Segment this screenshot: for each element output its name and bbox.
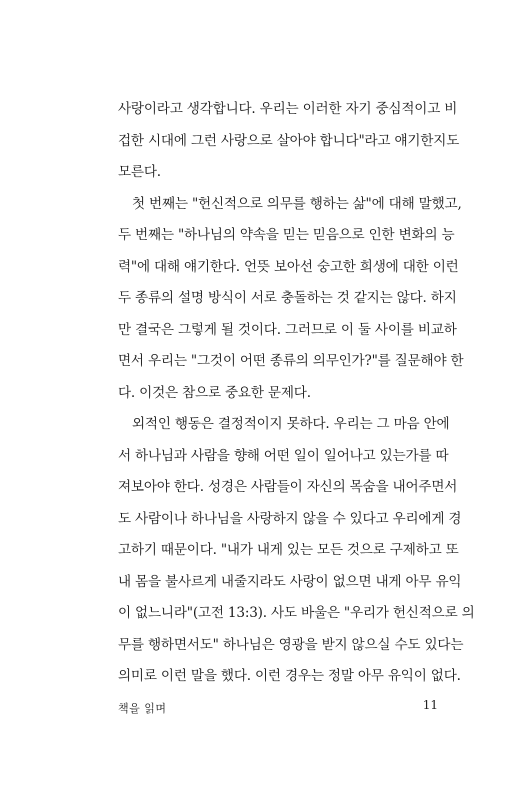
paragraph-first-line: 첫 번째는 "헌신적으로 의무를 행하는 삶"에 대해 말했고, bbox=[132, 195, 462, 212]
text-line: 의미로 이런 말을 했다. 이런 경우는 정말 아무 유익이 없다. bbox=[118, 668, 461, 684]
text-line: 만 결국은 그렇게 될 것이다. 그러므로 이 둘 사이를 비교하 bbox=[118, 321, 457, 338]
paragraph-first-line: 외적인 행동은 결정적이지 못하다. 우리는 그 마음 안에 bbox=[132, 416, 450, 432]
text-line: 겁한 시대에 그런 사랑으로 살아야 합니다"라고 얘기한지도 bbox=[118, 132, 460, 149]
text-line: 서 하나님과 사람을 향해 어떤 일이 일어나고 있는가를 따 bbox=[118, 447, 449, 464]
text-line: 두 종류의 설명 방식이 서로 충돌하는 것 같지는 않다. 하지 bbox=[118, 290, 457, 306]
text-line: 면서 우리는 "그것이 어떤 종류의 의무인가?"를 질문해야 한 bbox=[118, 353, 464, 369]
running-footer-title: 책을 읽며 bbox=[118, 702, 167, 715]
page-number: 11 bbox=[422, 698, 438, 712]
text-line: 고하기 때문이다. "내가 내게 있는 모든 것으로 구제하고 또 bbox=[118, 542, 459, 558]
text-line: 사랑이라고 생각합니다. 우리는 이러한 자기 중심적이고 비 bbox=[118, 101, 458, 117]
body-text bbox=[118, 94, 475, 693]
text-line: 두 번째는 "하나님의 약속을 믿는 믿음으로 인한 변화의 능 bbox=[118, 227, 455, 243]
text-line: 져보아야 한다. 성경은 사람들이 자신의 목숨을 내어주면서 bbox=[118, 479, 458, 495]
text-line: 이 없느니라"(고전 13:3). 사도 바울은 "우리가 헌신적으로 의 bbox=[118, 605, 475, 621]
text-line: 내 몸을 불사르게 내줄지라도 사랑이 없으면 내게 아무 유익 bbox=[118, 573, 462, 590]
text-line: 력"에 대해 얘기한다. 언뜻 보아선 숭고한 희생에 대한 이런 bbox=[118, 258, 459, 275]
text-line: 다. 이것은 참으로 중요한 문제다. bbox=[118, 384, 311, 401]
text-line: 무를 행하면서도" 하나님은 영광을 받지 않으실 수도 있다는 bbox=[118, 636, 464, 653]
text-line: 모른다. bbox=[118, 164, 161, 180]
text-line: 도 사람이나 하나님을 사랑하지 않을 수 있다고 우리에게 경 bbox=[118, 510, 462, 527]
